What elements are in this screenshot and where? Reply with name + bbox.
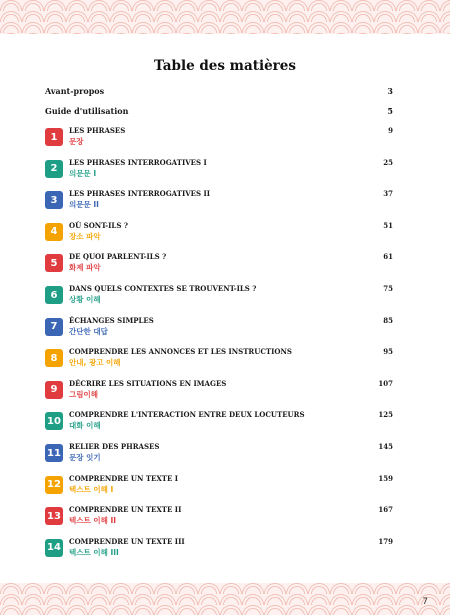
chapter-title-kr: 장소 파악 <box>69 231 101 241</box>
toc-chapter-row[interactable] <box>45 410 393 434</box>
chapter-number-badge: 2 <box>45 160 63 178</box>
chapter-page-number: 85 <box>383 315 393 325</box>
chapter-number-badge: 10 <box>45 412 63 430</box>
chapter-title-kr: 문장 <box>69 137 84 146</box>
toc-row-label: Guide d'utilisation <box>45 106 129 116</box>
chapter-number-badge: 4 <box>45 223 63 241</box>
chapter-title-kr: 안내, 광고 이해 <box>69 358 121 368</box>
chapter-title-fr: COMPRENDRE UN TEXTE I <box>69 473 179 483</box>
toc-row-page: 5 <box>387 106 393 116</box>
toc-chapter-row[interactable] <box>45 347 393 371</box>
chapter-page-number: 51 <box>383 220 393 230</box>
chapter-title-fr: OÙ SONT-ILS ? <box>69 220 128 230</box>
chapter-page-number: 9 <box>388 126 393 135</box>
chapter-title-kr: 간단한 대답 <box>69 326 108 336</box>
chapter-title-kr: 의문문 I <box>69 168 97 178</box>
chapter-title-fr: COMPRENDRE UN TEXTE II <box>69 505 182 515</box>
toc-chapter-row[interactable] <box>45 379 393 403</box>
decorative-wave-pattern-bottom <box>0 583 450 615</box>
chapter-number-badge: 8 <box>45 349 63 367</box>
chapter-title-kr: 상황 이해 <box>69 295 101 304</box>
chapter-number-badge: 11 <box>45 444 63 462</box>
decorative-wave-pattern-top <box>0 0 450 34</box>
chapter-title-fr: LES PHRASES INTERROGATIVES I <box>69 157 207 167</box>
chapter-number-badge: 5 <box>45 254 63 272</box>
toc-chapter-row[interactable] <box>45 284 393 308</box>
chapter-title-fr: RELIER DES PHRASES <box>69 442 160 451</box>
chapter-title-fr: COMPRENDRE LES ANNONCES ET LES INSTRUCTIONS <box>69 347 292 357</box>
chapter-title-fr: DÉCRIRE LES SITUATIONS EN IMAGES <box>69 378 227 388</box>
toc-chapter-row[interactable] <box>45 316 393 340</box>
chapter-page-number: 25 <box>383 157 393 167</box>
chapter-page-number: 145 <box>378 442 393 451</box>
chapter-page-number: 167 <box>378 505 393 515</box>
chapter-number-badge: 1 <box>45 128 63 146</box>
chapter-page-number: 179 <box>378 536 393 546</box>
chapter-title-fr: DANS QUELS CONTEXTES SE TROUVENT-ILS ? <box>69 284 257 293</box>
toc-chapter-row[interactable] <box>45 252 393 276</box>
toc-row-label: Avant-propos <box>45 86 105 96</box>
chapter-number-badge: 3 <box>45 191 63 209</box>
chapter-title-kr: 의문문 II <box>69 200 99 210</box>
chapter-number-badge: 14 <box>45 539 63 557</box>
toc-chapter-row[interactable] <box>45 126 393 150</box>
chapter-page-number: 95 <box>383 347 393 357</box>
chapter-title-kr: 문장 잇기 <box>69 453 101 462</box>
toc-chapter-row[interactable] <box>45 189 393 213</box>
chapter-title-kr: 텍스트 이해 I <box>69 484 114 494</box>
toc-chapter-row[interactable] <box>45 442 393 466</box>
toc-chapter-row[interactable] <box>45 505 393 529</box>
chapter-number-badge: 9 <box>45 381 63 399</box>
chapter-page-number: 159 <box>378 473 393 483</box>
chapter-title-kr: 대화 이해 <box>69 421 101 431</box>
toc-row-avant-propos[interactable] <box>45 86 393 96</box>
chapter-title-kr: 화제 파악 <box>69 263 101 273</box>
chapter-title-kr: 텍스트 이해 III <box>69 547 119 557</box>
chapter-title-fr: LES PHRASES INTERROGATIVES II <box>69 189 211 199</box>
chapter-page-number: 125 <box>378 410 393 420</box>
toc-row-guide[interactable] <box>45 106 393 116</box>
chapter-title-kr: 텍스트 이해 II <box>69 516 117 526</box>
toc-chapter-row[interactable] <box>45 474 393 498</box>
chapter-page-number: 61 <box>383 252 393 262</box>
chapter-number-badge: 6 <box>45 286 63 304</box>
chapter-number-badge: 12 <box>45 476 63 494</box>
page-number: 7 <box>422 597 428 607</box>
chapter-title-kr: 그림이해 <box>69 389 98 399</box>
chapter-page-number: 75 <box>383 284 393 293</box>
toc-row-page: 3 <box>387 86 393 96</box>
toc-chapter-row[interactable] <box>45 537 393 561</box>
chapter-title-fr: ÉCHANGES SIMPLES <box>69 315 154 325</box>
page-title: Table des matières <box>154 58 296 74</box>
toc-chapter-row[interactable] <box>45 221 393 245</box>
chapter-title-fr: LES PHRASES <box>69 126 126 135</box>
chapter-number-badge: 7 <box>45 318 63 336</box>
toc-chapter-row[interactable] <box>45 158 393 182</box>
chapter-title-fr: COMPRENDRE L'INTERACTION ENTRE DEUX LOCUTEURS <box>69 410 305 420</box>
chapter-number-badge: 13 <box>45 507 63 525</box>
chapter-page-number: 37 <box>383 189 393 199</box>
chapter-title-fr: DE QUOI PARLENT-ILS ? <box>69 252 167 262</box>
chapter-page-number: 107 <box>378 378 393 388</box>
chapter-title-fr: COMPRENDRE UN TEXTE III <box>69 536 185 546</box>
